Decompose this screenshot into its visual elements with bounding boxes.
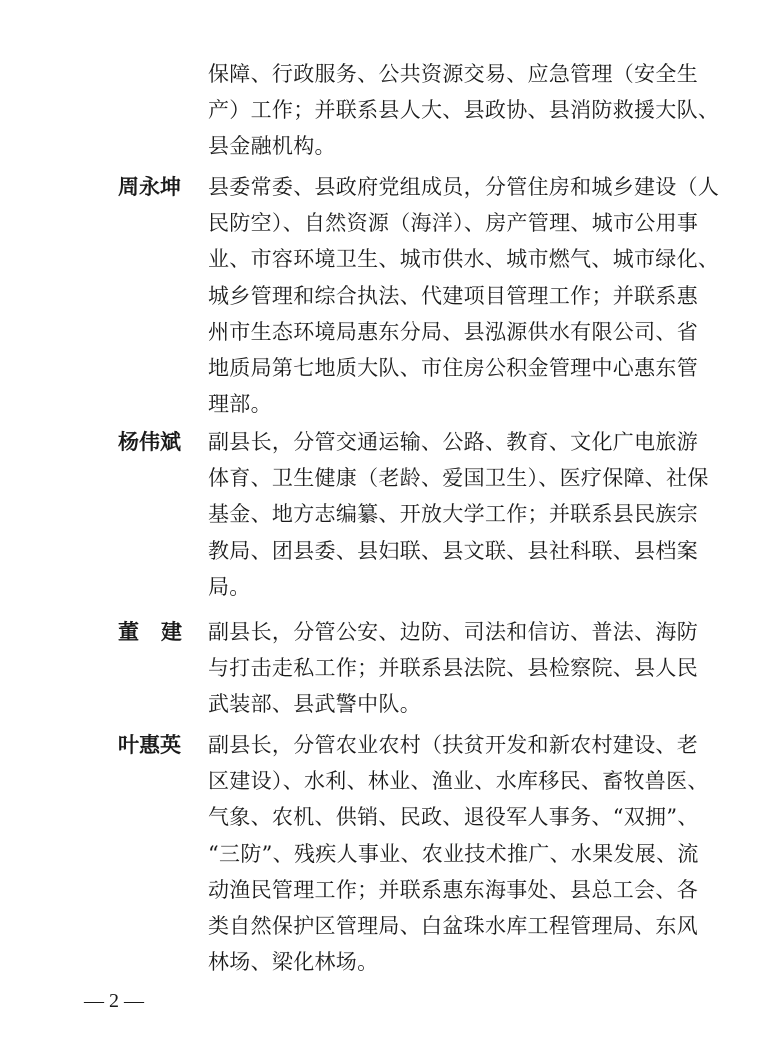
intro-paragraph	[208, 56, 720, 165]
duty-line: 基金、地方志编纂、开放大学工作；并联系县民族宗	[208, 502, 698, 527]
duty-line: 理部。	[208, 392, 272, 417]
duty-line: 类自然保护区管理局、白盆珠水库工程管理局、东风	[208, 914, 698, 939]
page-number: — 2 —	[84, 990, 144, 1012]
official-name: 周永坤	[118, 175, 181, 199]
intro-line: 保障、行政服务、公共资源交易、应急管理（安全生	[208, 62, 698, 86]
duty-line: 副县长，分管公安、边防、司法和信访、普法、海防	[208, 620, 698, 644]
official-duties	[208, 727, 709, 980]
duty-line: 业、市容环境卫生、城市供水、城市燃气、城市绿化、	[208, 247, 720, 272]
duty-line: 武装部、县武警中队。	[208, 692, 421, 717]
duty-line: 区建设）、水利、林业、渔业、水库移民、畜牧兽医、	[208, 769, 709, 794]
duty-line: 气象、农机、供销、民政、退役军人事务、“双拥”、	[208, 805, 699, 830]
duty-line: 局。	[208, 574, 251, 599]
duty-line: 体育、卫生健康（老龄、爱国卫生）、医疗保障、社保	[208, 466, 709, 491]
official-duties	[208, 424, 709, 605]
official-name: 杨伟斌	[118, 430, 181, 454]
intro-line: 产）工作；并联系县人大、县政协、县消防救援大队、	[208, 98, 720, 123]
duty-line: 县委常委、县政府党组成员，分管住房和城乡建设（人	[208, 175, 720, 199]
official-duties	[208, 614, 698, 723]
duty-line: 与打击走私工作；并联系县法院、县检察院、县人民	[208, 656, 698, 681]
duty-line: “三防”、残疾人事业、农业技术推广、水果发展、流	[208, 841, 699, 866]
duty-line: 副县长，分管农业农村（扶贫开发和新农村建设、老	[208, 733, 698, 757]
official-duties	[208, 169, 720, 422]
duty-line: 副县长，分管交通运输、公路、教育、文化广电旅游	[208, 430, 698, 454]
duty-line: 民防空）、自然资源（海洋）、房产管理、城市公用事	[208, 211, 699, 236]
duty-line: 教局、团县委、县妇联、县文联、县社科联、县档案	[208, 538, 698, 563]
intro-line: 县金融机构。	[208, 134, 336, 159]
duty-line: 州市生态环境局惠东分局、县泓源供水有限公司、省	[208, 319, 698, 344]
duty-line: 地质局第七地质大队、市住房公积金管理中心惠东管	[208, 356, 698, 381]
official-name: 董建	[118, 620, 204, 644]
duty-line: 林场、梁化林场。	[208, 950, 379, 975]
duty-line: 动渔民管理工作；并联系惠东海事处、县总工会、各	[208, 877, 698, 902]
duty-line: 城乡管理和综合执法、代建项目管理工作；并联系惠	[208, 283, 698, 308]
official-name: 叶惠英	[118, 733, 181, 757]
